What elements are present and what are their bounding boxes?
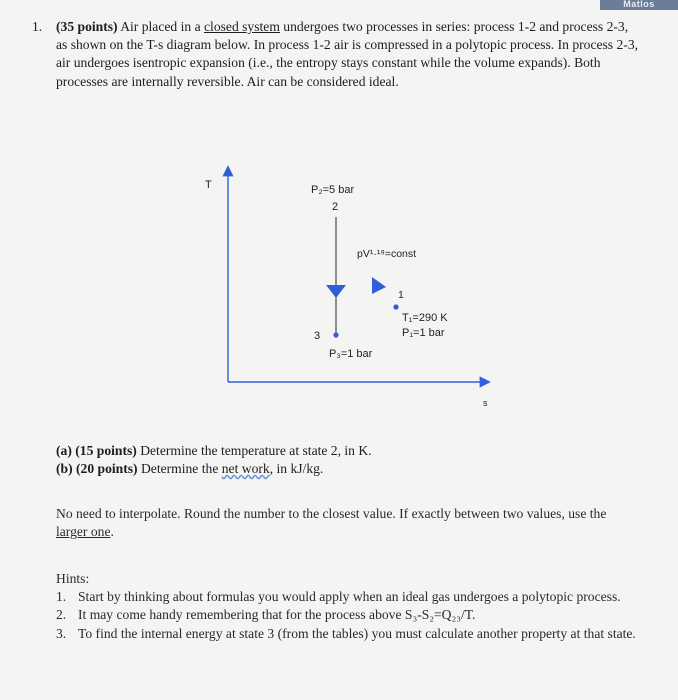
hint-number: 2. — [56, 607, 67, 623]
state-1-point — [393, 304, 398, 309]
hint-item — [56, 588, 646, 606]
hints-section — [56, 570, 646, 643]
corner-tab: Matlos — [600, 0, 678, 10]
t1-label: T₁=290 K — [402, 312, 448, 324]
net-work-term: net work — [221, 461, 270, 477]
problem-number: 1. — [32, 19, 43, 34]
state-1-label: 1 — [398, 289, 404, 301]
p1-label: P₁=1 bar — [402, 327, 445, 339]
polytropic-label: pV¹·¹⁹=const — [357, 248, 417, 260]
part-b-text-b: , in kJ/kg. — [269, 461, 324, 477]
hint-text: Start by thinking about formulas you would apply when an ideal gas undergoes a polytopic process. — [78, 589, 621, 605]
p3-label: P₃=1 bar — [329, 348, 373, 360]
part-a-text: Determine the temperature at state 2, in K. — [136, 443, 372, 458]
hint-item — [56, 606, 646, 624]
hint-number: 3. — [56, 625, 67, 641]
problem-text-a: Air placed in a — [117, 19, 205, 34]
t-axis-label: T — [205, 179, 212, 191]
rounding-note — [56, 505, 626, 541]
note-text-a: No need to interpolate. Round the number to the closest value. If exactly between two values, use the — [56, 506, 607, 521]
hint-text: It may come handy remembering that for the process above S₃-S₂=Q₂₃/T. — [78, 607, 476, 623]
problem-points: (35 points) — [56, 19, 118, 34]
p2-label: P₂=5 bar — [311, 184, 355, 196]
problem-text-b: undergoes two processes in series: process 1-2 and process 2-3, as shown on the T-s diagram below. In process 1-2 air is compressed in a polytopic process. In process 2-3, air undergoes isentropic expansion (i.e., the entropy stays constant while the volume expands). Both processes are internally reversible. Air can be considered ideal. — [56, 19, 639, 89]
state-2-label: 2 — [332, 201, 339, 213]
question-parts — [56, 442, 646, 478]
hint-item — [56, 625, 646, 643]
s-axis-label: s — [483, 398, 488, 408]
part-b-points: (b) (20 points) — [56, 461, 138, 477]
part-b-text-a: Determine the — [137, 461, 222, 477]
process-1-2-arrow — [372, 277, 386, 294]
hints-title: Hints: — [56, 571, 90, 586]
larger-one-term: larger one — [56, 524, 111, 540]
process-2-3-arrow — [326, 285, 346, 298]
note-text-b: . — [110, 524, 114, 540]
state-3-label: 3 — [314, 330, 321, 342]
hint-text: To find the internal energy at state 3 (from the tables) you must calculate another property at that state. — [78, 625, 636, 641]
state-3-point — [333, 332, 338, 337]
hint-number: 1. — [56, 589, 67, 605]
closed-system-term: closed system — [204, 19, 280, 34]
part-a — [56, 442, 646, 460]
part-b — [56, 460, 646, 478]
part-a-points: (a) (15 points) — [56, 443, 137, 458]
